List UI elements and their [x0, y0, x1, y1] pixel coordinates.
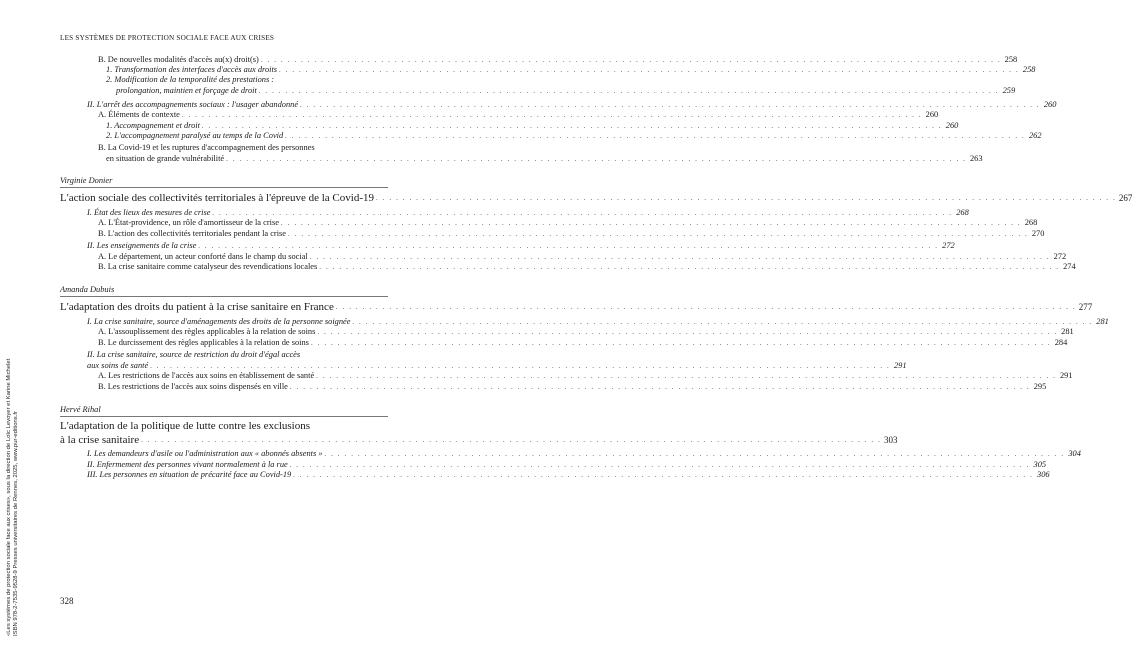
toc-entry-page: 270 — [1031, 228, 1045, 238]
toc-entry-title: II. Enfermement des personnes vivant normalement à la rue — [87, 459, 288, 469]
dot-leader — [290, 382, 1030, 392]
toc-entry-title: B. De nouvelles modalités d'accès au(x) droit(s) — [98, 54, 259, 64]
dot-leader — [212, 208, 952, 218]
toc-entry-title: A. L'assouplissement des règles applicables à la relation de soins — [98, 327, 316, 336]
toc-entry-page: 259 — [1002, 86, 1016, 95]
toc-entry-title: 1. Transformation des interfaces d'accès aux droits — [106, 65, 278, 74]
chapter-title-text: à la crise sanitaire — [60, 433, 140, 446]
toc-entry-title: 1. Accompagnement et droit — [106, 120, 200, 130]
toc-entry-title: II. La crise sanitaire, source de restriction du droit d'égal accès — [87, 349, 301, 359]
chapter-title-text: L'adaptation de la politique de lutte contre les exclusions — [60, 419, 311, 432]
toc-entry — [60, 99, 1057, 110]
running-header: LES SYSTÈMES DE PROTECTION SOCIALE FACE AUX CRISES — [60, 34, 275, 42]
divider — [60, 187, 388, 188]
chapter-title — [60, 300, 1093, 314]
chapter-page: 277 — [1078, 302, 1093, 312]
toc-entry-title: 2. L'accompagnement paralysé au temps de la Covid — [106, 131, 284, 140]
toc-entry-page: 281 — [1061, 327, 1074, 336]
dot-leader — [311, 338, 1051, 348]
chapter-title-text: L'action sociale des collectivités territoriales à l'épreuve de la Covid-19 — [60, 192, 374, 204]
toc-entry — [60, 459, 1047, 470]
dot-leader — [226, 154, 966, 164]
side-text-line: ISBN 978-2-7535-9528-9 Presses universitaires de Rennes, 2025, www.pur-editions.fr — [13, 411, 19, 636]
toc-entry — [60, 120, 959, 131]
toc-entry — [60, 54, 1018, 65]
toc-entry-title: II. Les enseignements de la crise — [87, 241, 197, 250]
dot-leader — [261, 55, 1001, 65]
chapter-author: Amanda Dubuis — [60, 285, 115, 294]
toc-entry — [60, 86, 1016, 97]
toc-entry-title: 2. Modification de la temporalité des prestations : — [106, 75, 275, 84]
toc-entry-page: 263 — [969, 154, 983, 163]
toc-entry — [60, 241, 955, 252]
toc-entry-title: II. L'arrêt des accompagnements sociaux : l'usager abandonné — [87, 99, 299, 109]
toc-entry — [60, 207, 969, 218]
toc-entry-page: 268 — [956, 207, 969, 217]
toc-entry-page: 258 — [1004, 54, 1018, 64]
dot-leader — [316, 371, 1056, 381]
toc-entry — [60, 65, 1036, 76]
toc-entry-title: I. Les demandeurs d'asile ou l'administration aux « abonnés absents » — [87, 449, 323, 458]
dot-leader — [336, 301, 1076, 314]
toc-entry-title: aux soins de santé — [87, 360, 149, 370]
toc-entry-title: B. L'action des collectivités territoriales pendant la crise — [98, 228, 287, 238]
dot-leader — [352, 317, 1092, 327]
toc-entry — [60, 381, 1047, 392]
toc-entry-page: 272 — [942, 241, 955, 250]
toc-entry-page: 258 — [1022, 65, 1036, 74]
dot-leader — [198, 241, 938, 251]
toc-entry-page: 284 — [1054, 337, 1068, 347]
toc-entry — [60, 316, 1109, 327]
toc-entry-page: 304 — [1068, 449, 1081, 458]
dot-leader — [293, 470, 1033, 480]
chapter-page: 303 — [883, 434, 898, 445]
toc-entry-title: B. Les restrictions de l'accès aux soins dispensés en ville — [98, 381, 288, 391]
dot-leader — [319, 262, 1059, 272]
toc-entry-title: B. La Covid-19 et les ruptures d'accompagnement des personnes — [98, 143, 315, 152]
chapter-title-text: L'adaptation des droits du patient à la crise sanitaire en France — [60, 301, 334, 313]
toc-entry-title: A. Éléments de contexte — [98, 110, 180, 119]
dot-leader — [141, 434, 881, 447]
toc-entry-page: 268 — [1024, 218, 1038, 227]
toc-entry — [60, 131, 1042, 142]
table-of-contents — [60, 54, 1132, 480]
toc-entry — [60, 262, 1076, 273]
dot-leader — [281, 218, 1021, 228]
side-text-line: «Les systèmes de protection sociale face aux crises», sous la direction de Loïc Levoyer et Karine Michelet — [6, 358, 12, 636]
toc-entry-title: prolongation, maintien et forçage de droit — [116, 86, 257, 95]
toc-entry — [60, 154, 983, 165]
toc-entry-page: 272 — [1053, 251, 1067, 261]
dot-leader — [300, 100, 1040, 110]
dot-leader — [310, 252, 1050, 262]
dot-leader — [202, 121, 942, 131]
copyright-side-text — [6, 296, 20, 636]
toc-entry-title: III. Les personnes en situation de précarité face au Covid-19 — [87, 470, 292, 479]
toc-entry-title: B. La crise sanitaire comme catalyseur des revendications locales — [98, 262, 318, 271]
toc-entry-page: 262 — [1028, 131, 1042, 140]
dot-leader — [279, 65, 1019, 75]
toc-entry-title: A. L'État-providence, un rôle d'amortisseur de la crise — [98, 218, 279, 227]
dot-leader — [376, 192, 1116, 205]
dot-leader — [288, 229, 1028, 239]
toc-entry-page: 281 — [1096, 316, 1109, 326]
dot-leader — [150, 361, 890, 371]
toc-entry — [60, 327, 1074, 338]
toc-entry — [60, 371, 1073, 382]
dot-leader — [285, 131, 1025, 141]
toc-entry-title: A. Les restrictions de l'accès aux soins en établissement de santé — [98, 371, 315, 380]
toc-entry-page: 260 — [1043, 99, 1057, 109]
chapter-title — [60, 191, 1132, 205]
toc-entry-page: 295 — [1033, 381, 1047, 391]
toc-entry — [60, 110, 939, 121]
toc-entry-page: 274 — [1063, 262, 1076, 271]
toc-entry-page: 305 — [1033, 459, 1047, 469]
toc-entry-page: 306 — [1037, 470, 1050, 479]
toc-entry-title: I. État des lieux des mesures de crise — [87, 207, 211, 217]
toc-entry — [60, 470, 1050, 481]
page-number: 328 — [60, 596, 74, 606]
chapter-title — [60, 433, 898, 447]
toc-entry — [60, 251, 1067, 262]
toc-entry — [60, 449, 1081, 460]
divider — [60, 416, 388, 417]
toc-entry-page: 260 — [925, 110, 939, 119]
chapter-author: Virginie Donier — [60, 176, 113, 185]
dot-leader — [325, 449, 1065, 459]
dot-leader — [290, 460, 1030, 470]
toc-entry — [60, 337, 1068, 348]
dot-leader — [317, 327, 1057, 337]
toc-entry-title: en situation de grande vulnérabilité — [106, 154, 225, 163]
divider — [60, 296, 388, 297]
dot-leader — [182, 110, 922, 120]
chapter-page: 267 — [1118, 193, 1132, 203]
toc-entry — [60, 228, 1045, 239]
toc-entry-page: 291 — [893, 360, 907, 370]
toc-entry — [60, 360, 907, 371]
chapter-author: Hervé Rihal — [60, 404, 101, 414]
toc-entry-title: B. Le durcissement des règles applicables à la relation de soins — [98, 337, 309, 347]
toc-entry-title: A. Le département, un acteur conforté dans le champ du social — [98, 251, 308, 261]
toc-entry-page: 291 — [1059, 371, 1073, 380]
toc-entry-title: I. La crise sanitaire, source d'aménagements des droits de la personne soignée — [87, 316, 351, 326]
toc-entry-page: 260 — [945, 120, 959, 130]
toc-entry — [60, 218, 1038, 229]
dot-leader — [259, 86, 999, 96]
